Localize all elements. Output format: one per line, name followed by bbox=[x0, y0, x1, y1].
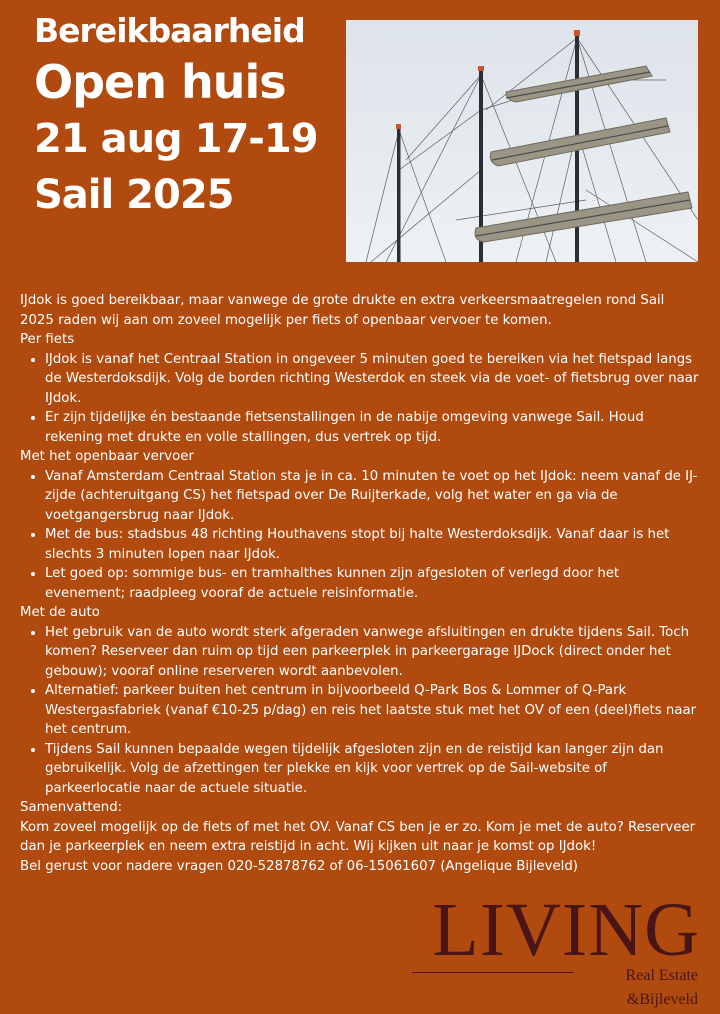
summary-heading: Samenvattend: bbox=[20, 800, 123, 815]
list-item: • Tijdens Sail kunnen bepaalde wegen tijdelijk afgesloten zijn en de reistijd kan langer zijn dan gebruikelijk. Volg de afzettingen ter plekke en kijk voor vertrek op de Sail-website of parkeerlocatie naar de actuele situatie. bbox=[45, 740, 702, 799]
headline-event: Open huis bbox=[34, 55, 286, 109]
list-item: • Let goed op: sommige bus- en tramhalthes kunnen zijn afgesloten of verlegd door het evenement; raadpleeg vooraf de actuele reisinformatie. bbox=[45, 564, 702, 603]
list-item: • Vanaf Amsterdam Centraal Station sta je in ca. 10 minuten te voet op het IJdok: neem vanaf de IJ-zijde (achteruitgang CS) het fietspad over De Ruijterkade, volg het water en ga via de voetgangersbrug naar IJdok. bbox=[45, 467, 702, 526]
accessibility-info bbox=[20, 291, 702, 876]
list-item: • Het gebruik van de auto wordt sterk afgeraden vanwege afsluitingen en drukte tijdens Sail. Toch komen? Reserveer dan ruim op tijd een parkeerplek in parkeergarage IJDock (direct onder het gebouw); vooraf online reserveren wordt aanbevolen. bbox=[45, 623, 702, 682]
bike-list bbox=[20, 350, 702, 448]
logo-subtitle-name: &Bijleveld bbox=[626, 991, 698, 1008]
headline bbox=[34, 11, 344, 231]
contact-text: Bel gerust voor nadere vragen 020-52878762 of 06-15061607 (Angelique Bijleveld) bbox=[20, 858, 578, 874]
summary-text: Kom zoveel mogelijk op de fiets of met het OV. Vanaf CS ben je er zo. Kom je met de auto? Reserveer dan je parkeerplek en neem extra reistijd in acht. Wij kijken uit naar je komst op IJdok! bbox=[20, 819, 696, 854]
headline-title: Bereikbaarheid bbox=[34, 11, 305, 50]
car-list bbox=[20, 623, 702, 799]
section-heading-bike: Per fiets bbox=[20, 332, 75, 347]
logo-wordmark: LIVING bbox=[432, 888, 700, 972]
headline-occasion: Sail 2025 bbox=[34, 172, 234, 218]
section-heading-public-transport: Met het openbaar vervoer bbox=[20, 449, 194, 464]
ship-masts-photo bbox=[346, 20, 698, 262]
headline-date: 21 aug 17-19 bbox=[34, 116, 318, 162]
list-item: • IJdok is vanaf het Centraal Station in ongeveer 5 minuten goed te bereiken via het fietspad langs de Westerdoksdijk. Volg de borden richting Westerdok en steek via de voet- of fietsbrug over naar IJdok. bbox=[45, 350, 702, 409]
list-item: • Er zijn tijdelijke én bestaande fietsenstallingen in de nabije omgeving vanwege Sail. Houd rekening met drukte en volle stallingen, dus vertrek op tijd. bbox=[45, 408, 702, 447]
intro-text: IJdok is goed bereikbaar, maar vanwege de grote drukte en extra verkeersmaatregelen rond Sail 2025 raden wij aan om zoveel mogelijk per fiets of openbaar vervoer te komen. bbox=[20, 293, 665, 328]
list-item: • Met de bus: stadsbus 48 richting Houthavens stopt bij halte Westerdoksdijk. Vanaf daar is het slechts 3 minuten lopen naar IJdok. bbox=[45, 525, 702, 564]
logo-divider bbox=[412, 972, 574, 973]
living-real-estate-logo bbox=[412, 888, 702, 1014]
section-heading-car: Met de auto bbox=[20, 605, 100, 620]
public-transport-list bbox=[20, 467, 702, 604]
list-item: • Alternatief: parkeer buiten het centrum in bijvoorbeeld Q-Park Bos & Lommer of Q-Park Westergasfabriek (vanaf €10-25 p/dag) en reis het laatste stuk met het OV of een (deel)fiets naar het centrum. bbox=[45, 681, 702, 740]
logo-subtitle: Real Estate bbox=[625, 967, 698, 984]
